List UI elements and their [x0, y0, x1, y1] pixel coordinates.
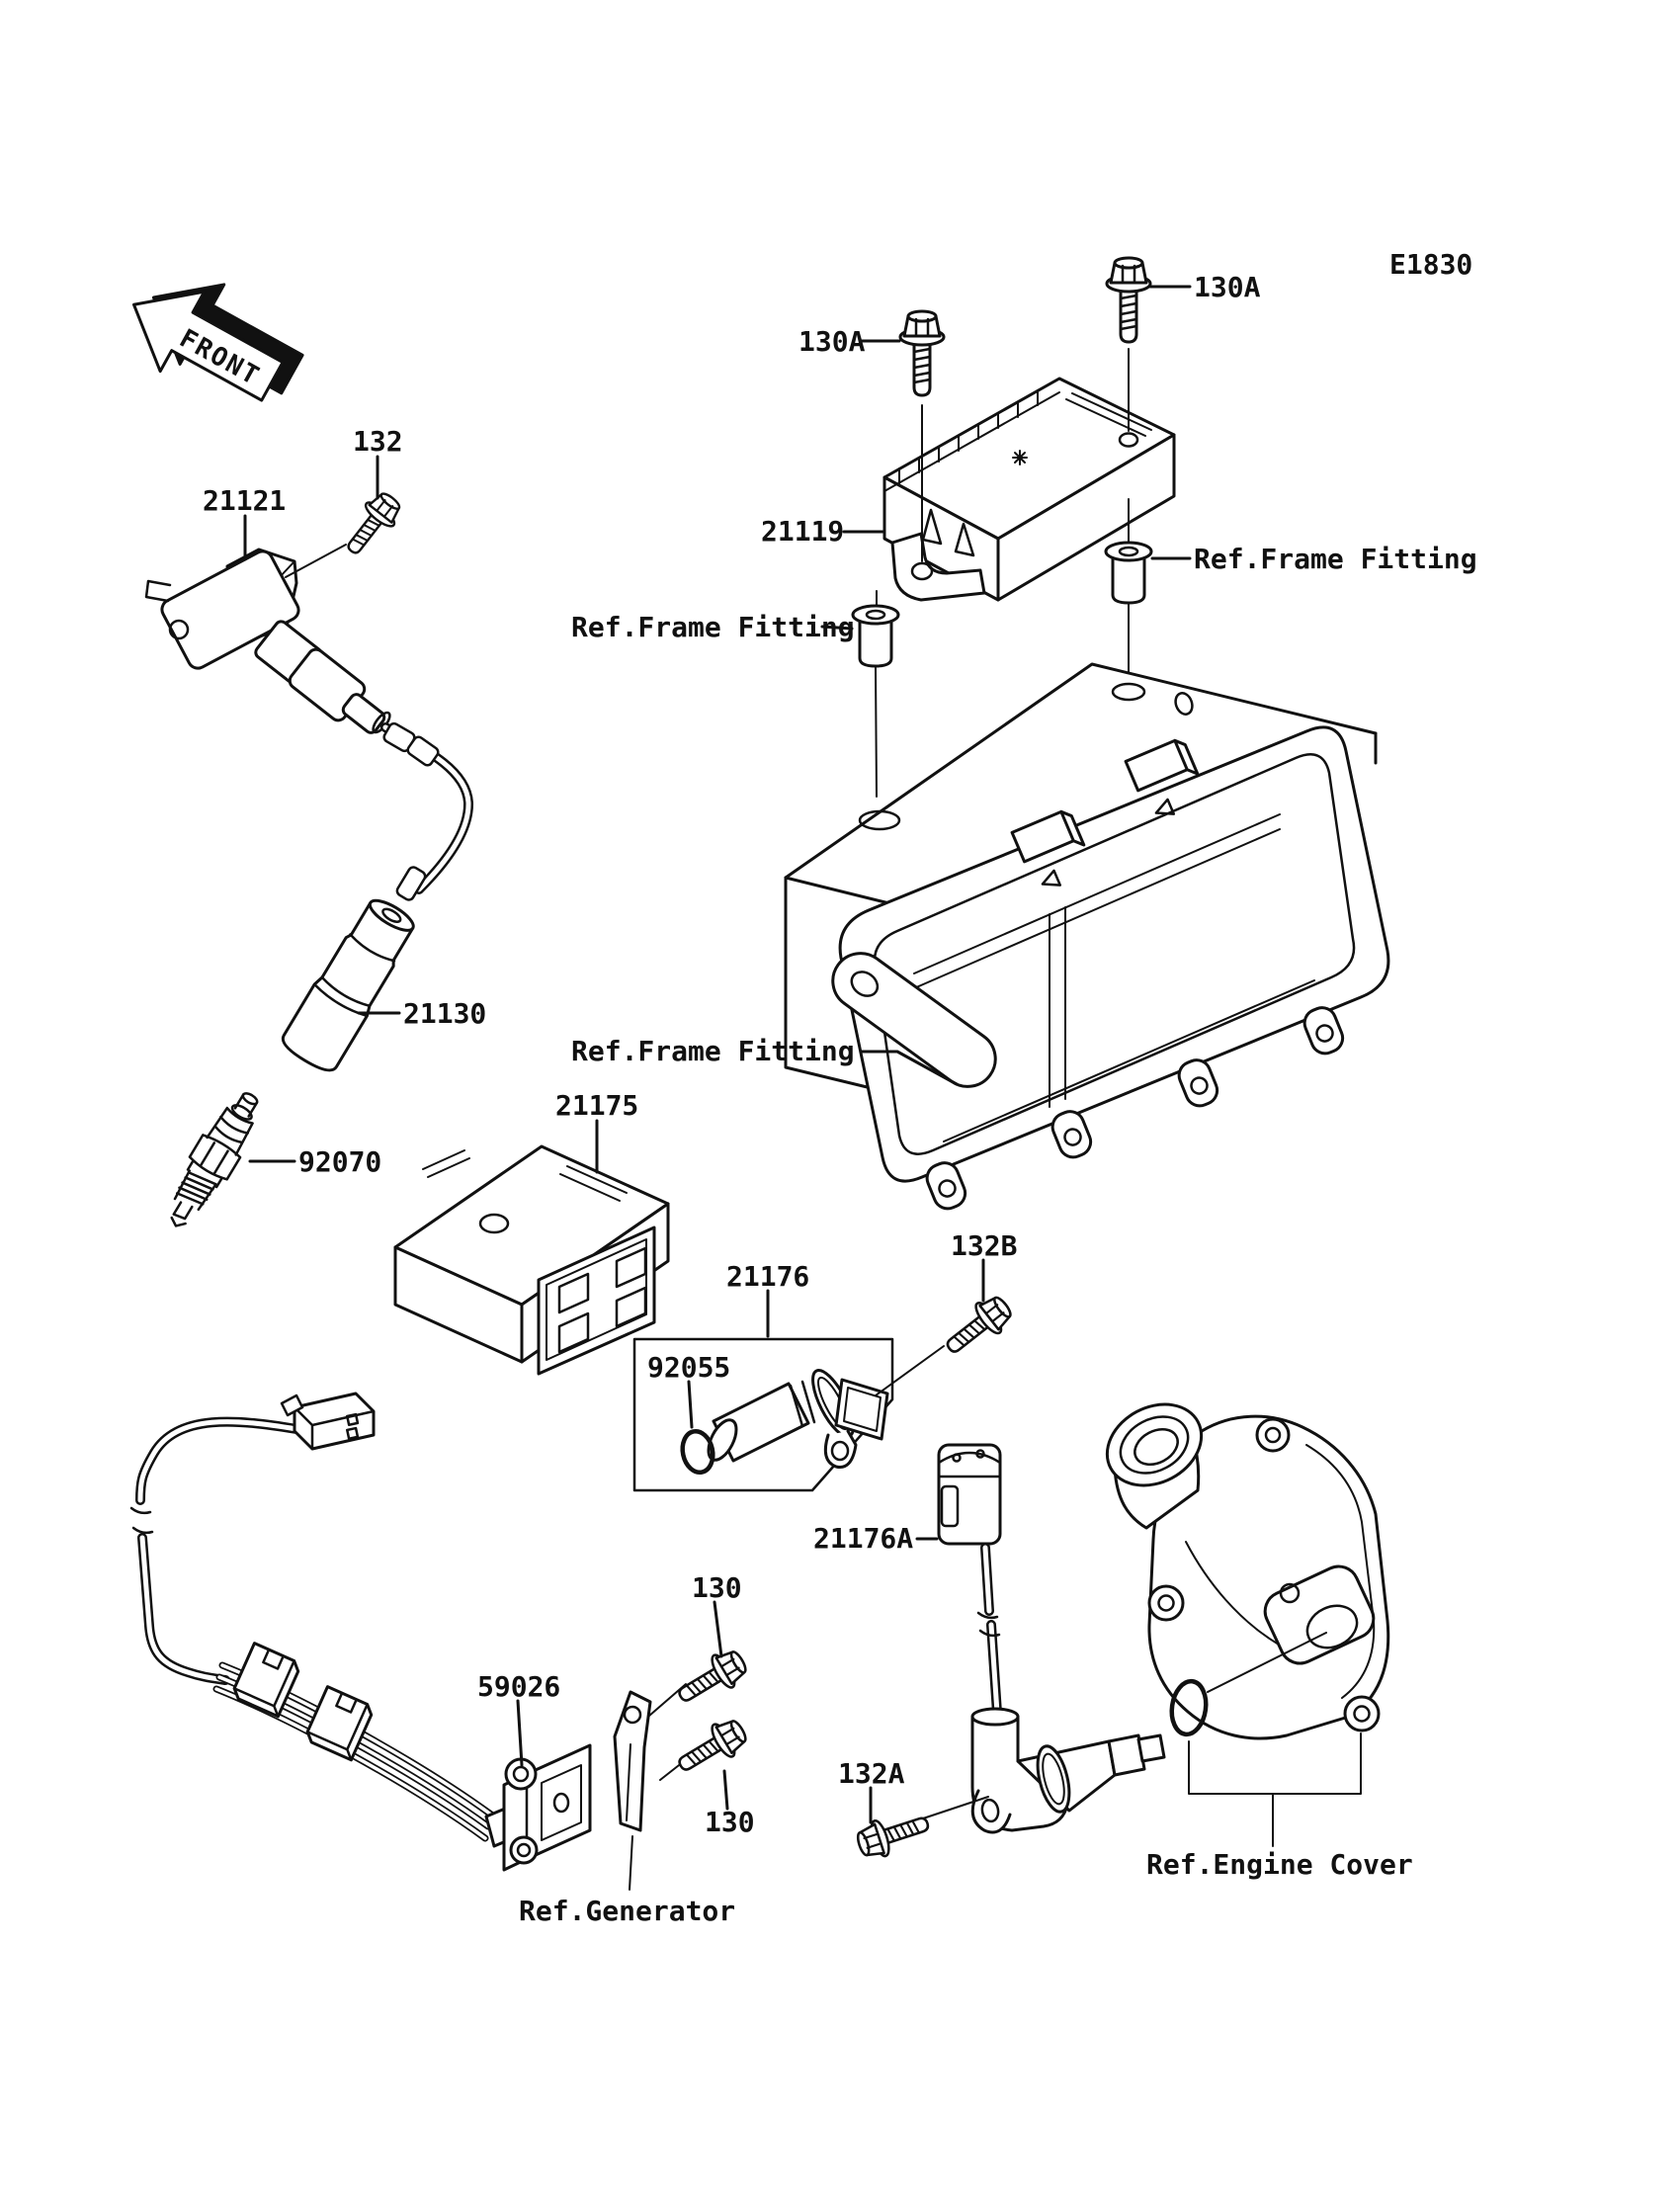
label-ref-frame-fitting-left: Ref.Frame Fitting: [571, 611, 855, 643]
label-21130: 21130: [403, 997, 487, 1030]
bolt-132: [286, 487, 406, 577]
label-132b: 132B: [951, 1229, 1018, 1262]
label-130a-left: 130A: [798, 325, 866, 358]
cable-clamp-1: [231, 1644, 301, 1717]
generator-bracket: [615, 1692, 650, 1890]
cdi-unit-21175: [395, 1146, 668, 1374]
grommet-left: [853, 591, 898, 797]
label-92070: 92070: [298, 1145, 382, 1178]
label-132a: 132A: [838, 1757, 905, 1790]
label-130a-right: 130A: [1194, 271, 1261, 303]
engine-cover: [1093, 1389, 1388, 1846]
label-21175: 21175: [555, 1089, 639, 1122]
front-arrow-label: FRONT: [174, 323, 266, 392]
bolt-132a: [854, 1797, 988, 1863]
bolt-130-top: [649, 1645, 751, 1716]
label-130-top: 130: [692, 1571, 742, 1604]
grommet-right: [1106, 543, 1151, 678]
label-ref-generator: Ref.Generator: [519, 1895, 736, 1927]
harness-connector: [282, 1394, 374, 1449]
label-ref-frame-fitting-bottom: Ref.Frame Fitting: [571, 1035, 855, 1067]
bolt-130-bottom: [660, 1714, 751, 1782]
maker-mark-icon: [1013, 451, 1027, 465]
label-ref-engine-cover: Ref.Engine Cover: [1146, 1848, 1413, 1881]
label-59026: 59026: [477, 1670, 561, 1703]
label-21119: 21119: [761, 515, 845, 548]
label-21121: 21121: [203, 484, 287, 517]
label-ref-frame-fitting-right: Ref.Frame Fitting: [1194, 543, 1477, 575]
plug-cap-21130: [279, 892, 423, 1076]
pickup-coil-59026: [504, 1745, 590, 1870]
label-21176: 21176: [726, 1260, 810, 1293]
pickup-coil-harness: [131, 1394, 650, 1890]
label-92055: 92055: [647, 1351, 731, 1384]
ignition-coil-21121: [146, 548, 468, 901]
bolt-132b: [876, 1290, 1017, 1395]
label-130-bottom: 130: [705, 1806, 755, 1838]
label-132: 132: [353, 425, 403, 458]
label-21176a: 21176A: [813, 1522, 914, 1555]
front-arrow: [112, 251, 314, 428]
drawing-code: E1830: [1389, 248, 1473, 281]
